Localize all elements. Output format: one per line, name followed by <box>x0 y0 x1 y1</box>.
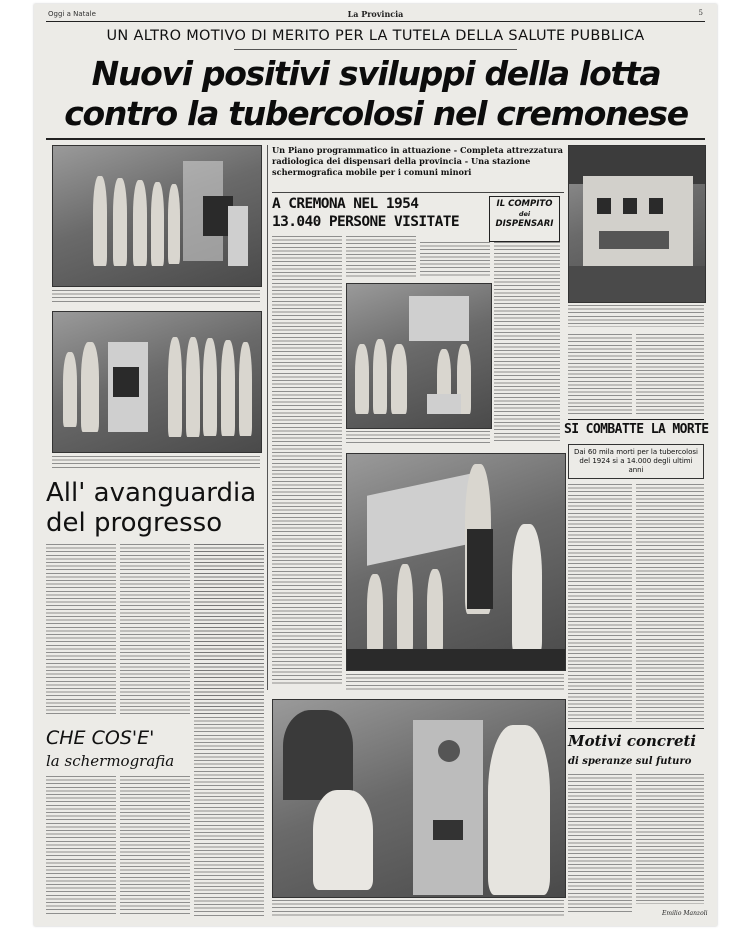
article-column <box>636 484 704 722</box>
subhead: Un Piano programmatico in attuazione - Completa attrezzatura radiologica dei dispensari della provincia - Una stazione schermografica mobile per i comuni minori <box>272 145 563 177</box>
section-avanguardia-line-2: del progresso <box>46 508 223 538</box>
compito-box <box>489 196 560 242</box>
article-column <box>120 776 190 916</box>
radiology-room-photo <box>52 145 262 287</box>
schermografic-unit-photo <box>346 453 566 671</box>
masthead-date: Oggi a Natale <box>48 10 96 18</box>
mobile-station-photo <box>272 699 566 898</box>
section-che-cose-title: CHE COS'E' <box>46 727 155 749</box>
xray-machine-photo <box>52 311 262 453</box>
article-column <box>568 334 632 414</box>
section-che-cose-subtitle: la schermografia <box>46 752 175 770</box>
article-column <box>346 236 416 278</box>
article-column <box>568 484 632 722</box>
headline-line-2: contro la tubercolosi nel cremonese <box>64 94 688 133</box>
patients-queue-photo <box>346 283 492 429</box>
kicker-rule <box>234 49 517 50</box>
article-column <box>46 544 116 716</box>
section-avanguardia-line-1: All' avanguardia <box>46 478 257 508</box>
photo-5-caption <box>346 674 564 694</box>
motivi-subtitle: di speranze sul futuro <box>568 756 692 767</box>
motivi-rule <box>568 728 704 729</box>
kicker: UN ALTRO MOTIVO DI MERITO PER LA TUTELA DELLA SALUTE PUBBLICA <box>106 28 645 44</box>
author-signature: Emilio Manzoli <box>662 910 708 917</box>
article-column <box>272 236 342 686</box>
article-column <box>568 774 632 914</box>
article-column <box>194 544 264 916</box>
masthead-rule <box>46 21 705 22</box>
band-head-line-1: A CREMONA NEL 1954 <box>272 196 419 212</box>
compito-box-line-1: IL COMPITO <box>496 199 553 209</box>
masthead-title: La Provincia <box>347 9 404 19</box>
article-column <box>636 334 704 414</box>
band-head-line-2: 13.040 PERSONE VISITATE <box>272 214 459 230</box>
compito-box-line-2: dei <box>518 210 531 218</box>
dispensary-building-photo <box>568 145 706 303</box>
photo-1-caption <box>52 290 260 304</box>
article-column <box>636 774 704 904</box>
section-morte-title: SI COMBATTE LA MORTE <box>564 422 709 437</box>
subhead-rule <box>272 192 564 193</box>
column-rule <box>267 145 268 690</box>
motivi-title: Motivi concreti <box>568 732 697 750</box>
compito-box-line-3: DISPENSARI <box>495 219 554 229</box>
photo-6-caption <box>272 900 564 920</box>
article-column <box>46 776 116 916</box>
headline-line-1: Nuovi positivi sviluppi della lotta <box>91 54 661 93</box>
headline-rule <box>46 138 705 140</box>
article-column <box>120 544 190 716</box>
morte-box: Dai 60 mila morti per la tubercolosi del 1924 si a 14.000 degli ultimi anni <box>568 444 704 479</box>
photo-4-caption <box>346 431 490 445</box>
photo-3-caption <box>568 305 704 329</box>
article-column <box>420 242 490 278</box>
page-number: 5 <box>698 9 703 17</box>
newspaper-page <box>34 4 717 926</box>
photo-2-caption <box>52 456 260 470</box>
article-column <box>494 242 560 442</box>
morte-rule-top <box>568 419 704 420</box>
